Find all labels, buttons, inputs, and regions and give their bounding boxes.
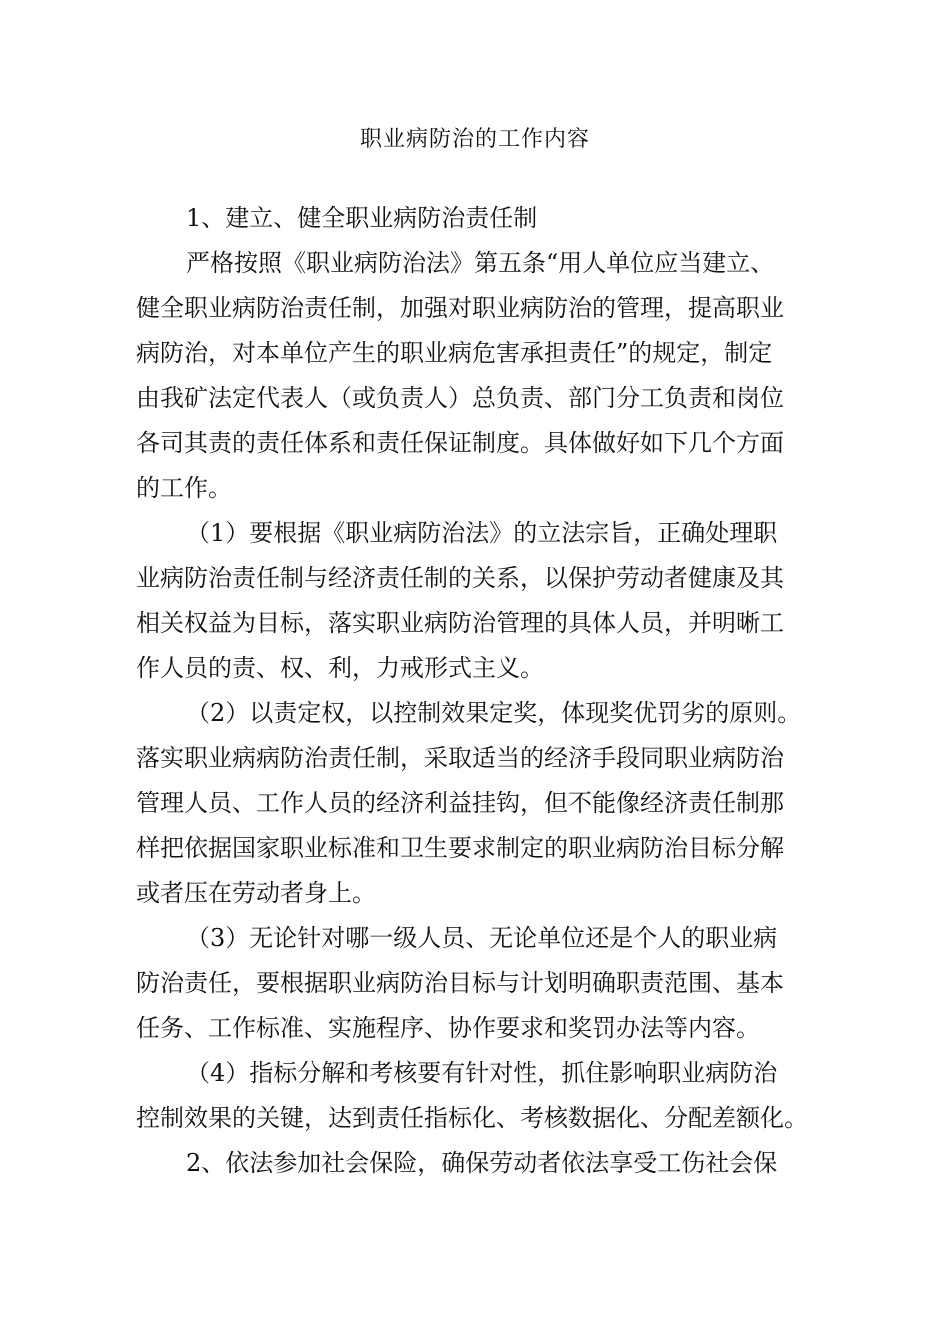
item-4-line: （4）指标分解和考核要有针对性，抓住影响职业病防治 xyxy=(186,1059,778,1087)
item-2-line: （2）以责定权，以控制效果定奖，体现奖优罚劣的原则。 xyxy=(186,699,802,727)
paragraph-line: 控制效果的关键，达到责任指标化、考核数据化、分配差额化。 xyxy=(136,1104,808,1132)
paragraph-line: 健全职业病防治责任制，加强对职业病防治的管理，提高职业 xyxy=(136,294,784,322)
paragraph-line: 任务、工作标准、实施程序、协作要求和奖罚办法等内容。 xyxy=(136,1014,760,1042)
item-3-line: （3）无论针对哪一级人员、无论单位还是个人的职业病 xyxy=(186,924,778,952)
paragraph-line: 样把依据国家职业标准和卫生要求制定的职业病防治目标分解 xyxy=(136,834,784,862)
paragraph-line: 作人员的责、权、利，力戒形式主义。 xyxy=(136,654,544,682)
document-title: 职业病防治的工作内容 xyxy=(359,127,590,152)
paragraph-line: 管理人员、工作人员的经济利益挂钩，但不能像经济责任制那 xyxy=(136,789,784,817)
paragraph-line: 的工作。 xyxy=(136,474,232,502)
paragraph-line: 业病防治责任制与经济责任制的关系，以保护劳动者健康及其 xyxy=(136,564,784,592)
section-heading-2: 2、依法参加社会保险，确保劳动者依法享受工伤社会保 xyxy=(186,1149,778,1177)
paragraph-line: 相关权益为目标，落实职业病防治管理的具体人员，并明晰工 xyxy=(136,609,784,637)
paragraph-line: 严格按照《职业病防治法》第五条“用人单位应当建立、 xyxy=(186,249,775,277)
paragraph-line: 由我矿法定代表人（或负责人）总负责、部门分工负责和岗位 xyxy=(136,384,784,412)
paragraph-line: 各司其责的责任体系和责任保证制度。具体做好如下几个方面 xyxy=(136,429,784,457)
document-body xyxy=(136,196,836,1186)
paragraph-line: 落实职业病病防治责任制，采取适当的经济手段同职业病防治 xyxy=(136,744,784,772)
paragraph-line: 防治责任，要根据职业病防治目标与计划明确职责范围、基本 xyxy=(136,969,784,997)
item-1-line: （1）要根据《职业病防治法》的立法宗旨，正确处理职 xyxy=(186,519,778,547)
section-heading-1: 1、建立、健全职业病防治责任制 xyxy=(186,204,538,232)
paragraph-line: 病防治，对本单位产生的职业病危害承担责任”的规定，制定 xyxy=(136,339,773,367)
paragraph-line: 或者压在劳动者身上。 xyxy=(136,879,376,907)
